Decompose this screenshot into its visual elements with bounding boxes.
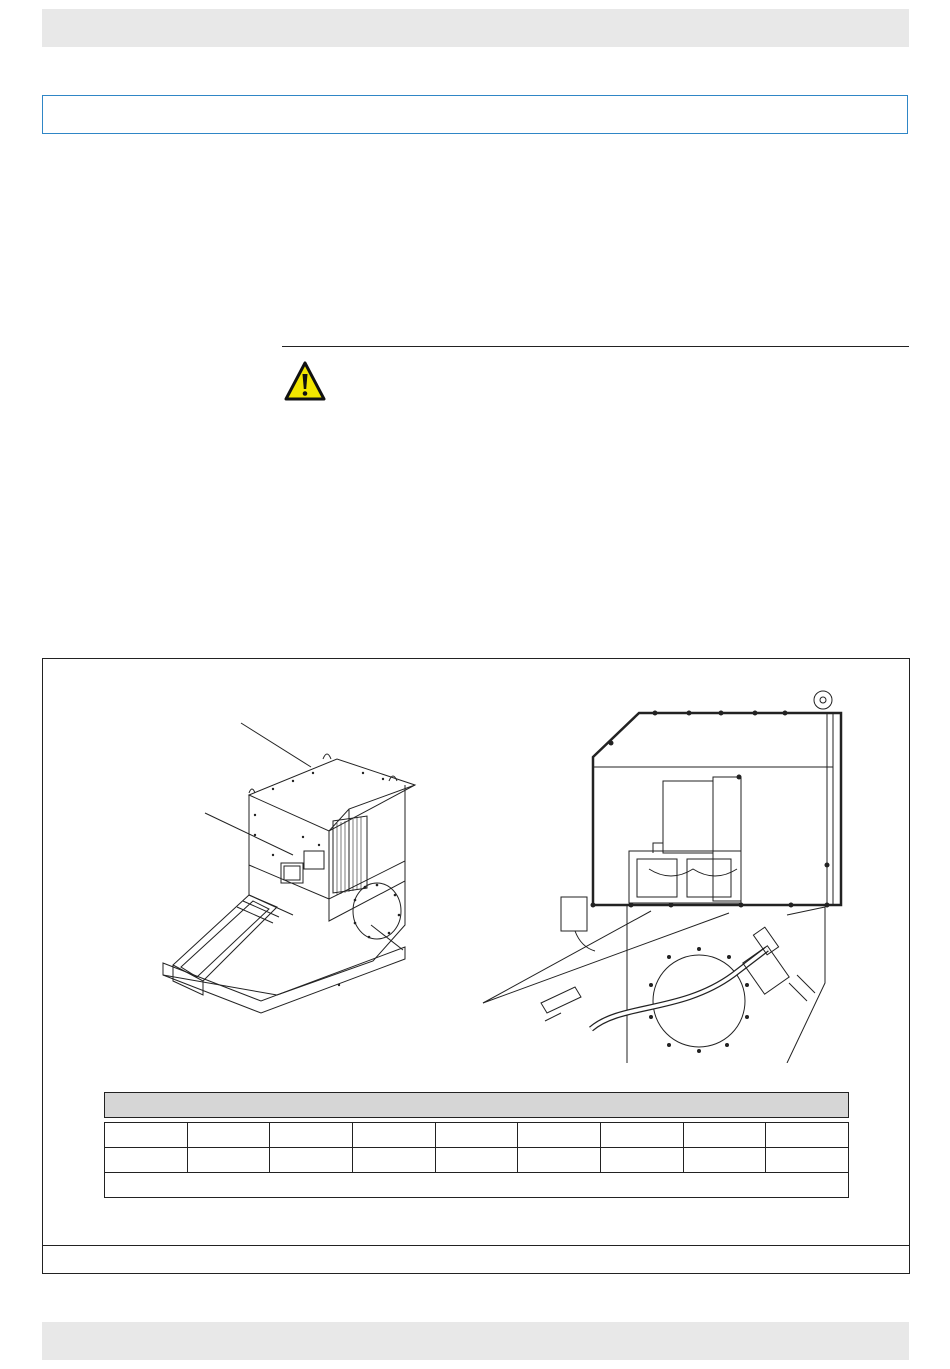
table-cell: [683, 1123, 766, 1148]
table-cell: [187, 1123, 270, 1148]
table-cell: [352, 1148, 435, 1173]
table-cell: [600, 1148, 683, 1173]
table-cell: [270, 1148, 353, 1173]
table-cell: [270, 1123, 353, 1148]
table-cell: [600, 1123, 683, 1148]
table-cell: [435, 1123, 518, 1148]
table-cell: [766, 1123, 849, 1148]
table-cell: [435, 1148, 518, 1173]
table-row: [105, 1123, 849, 1148]
warning-triangle-icon: [283, 360, 327, 402]
table-cell: [518, 1148, 601, 1173]
table-row: [105, 1148, 849, 1173]
warning-separator-rule: [282, 346, 909, 347]
table-cell: [352, 1123, 435, 1148]
spec-table: [104, 1092, 849, 1198]
table-cell: [105, 1148, 188, 1173]
table-cell: [518, 1123, 601, 1148]
table-row: [105, 1173, 849, 1198]
housing-isometric-drawing: [133, 685, 463, 1025]
spec-table-note: [105, 1173, 849, 1198]
spec-table-heading: [105, 1093, 849, 1118]
figure-caption-divider: [43, 1245, 909, 1246]
page-footer-band: [42, 1322, 909, 1360]
figure-frame: [42, 658, 910, 1274]
table-cell: [766, 1148, 849, 1173]
table-cell: [105, 1123, 188, 1148]
housing-section-drawing: [481, 683, 881, 1063]
section-title-box: [42, 95, 908, 134]
table-cell: [683, 1148, 766, 1173]
table-cell: [187, 1148, 270, 1173]
page-header-band: [42, 9, 909, 47]
